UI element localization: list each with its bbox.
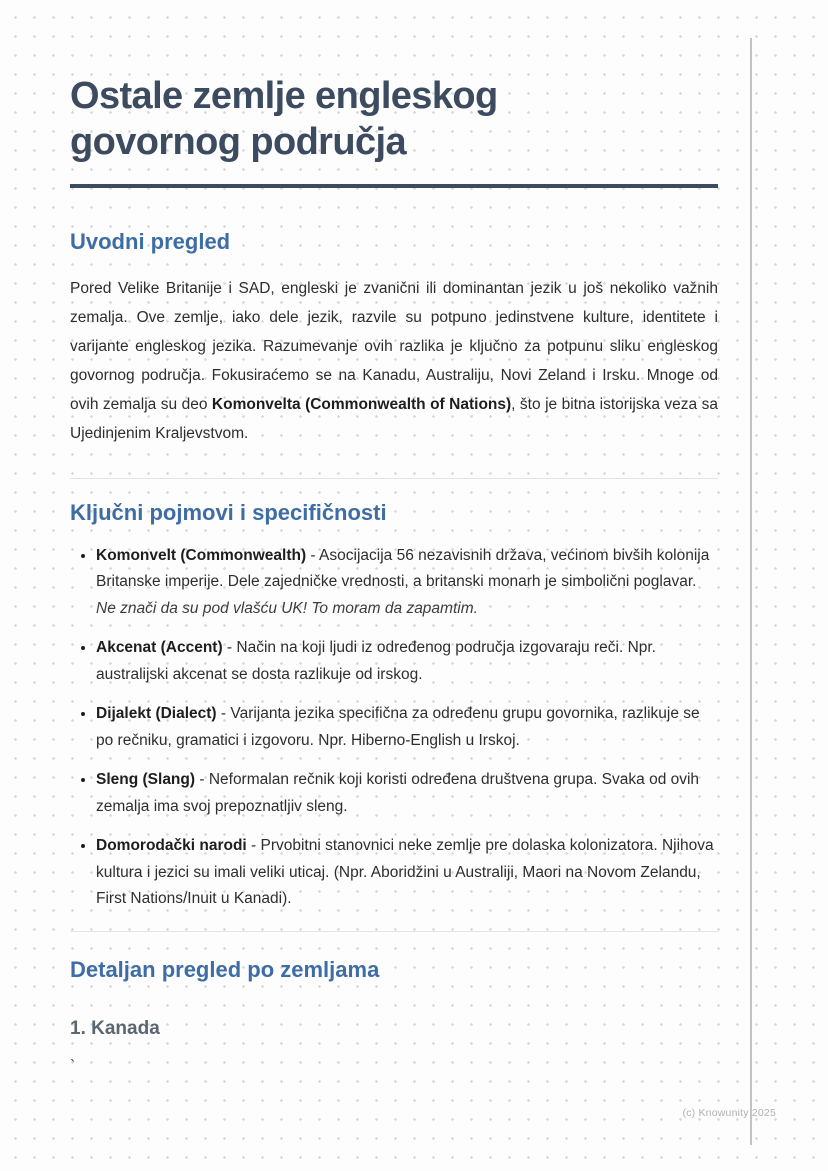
page-title-line-2: govornog područja bbox=[70, 120, 407, 163]
intro-bold-term: Komonvelta (Commonwealth of Nations) bbox=[211, 395, 512, 413]
term-label: Dijalekt (Dialect) bbox=[96, 705, 217, 723]
term-definition: - Asocijacija 56 nezavisnih država, većinom bivših kolonija Britanske imperije. Dele zajedničke vrednosti, a britanski monarh je simbolični poglavar. bbox=[96, 546, 710, 591]
section-divider bbox=[70, 931, 718, 932]
section-heading-uvodni-pregled: Uvodni pregled bbox=[70, 228, 231, 254]
title-divider-rule bbox=[70, 184, 718, 188]
intro-paragraph bbox=[70, 274, 718, 448]
section-heading-kljucni-pojmovi: Ključni pojmovi i specifičnosti bbox=[70, 499, 387, 525]
list-item-sleng bbox=[96, 767, 718, 820]
stray-backtick-character: ` bbox=[70, 1057, 76, 1075]
list-item-dijalekt bbox=[96, 701, 718, 754]
list-item-komonvelt bbox=[96, 543, 718, 623]
list-item-akcenat bbox=[96, 635, 718, 688]
section-kljucni-pojmovi bbox=[70, 499, 718, 913]
intro-text-after: , što je bitna istorijska veza sa Ujedinjenim Kraljevstvom. bbox=[70, 395, 718, 442]
term-definition: - Varijanta jezika specifična za određenu grupu govornika, razlikuje se po rečniku, gramatici i izgovoru. Npr. Hiberno-English u Irskoj. bbox=[96, 705, 700, 749]
page-title-line-1: Ostale zemlje engleskog bbox=[70, 75, 498, 117]
term-definition: - Način na koji ljudi iz određenog područja izgovaraju reči. Npr. australijski akcenat se dosta razlikuje od irskog. bbox=[96, 639, 656, 683]
section-uvodni-pregled bbox=[70, 228, 718, 448]
list-item-domorodacki-narodi bbox=[96, 833, 718, 913]
term-label: Sleng (Slang) bbox=[96, 771, 196, 789]
page-edge-line bbox=[750, 38, 752, 1145]
subsection-heading-kanada: 1. Kanada bbox=[70, 1017, 160, 1039]
term-label: Komonvelt (Commonwealth) bbox=[96, 546, 307, 564]
watermark: (c) Knowunity 2025 bbox=[682, 1107, 776, 1119]
term-definition: - Prvobitni stanovnici neke zemlje pre dolaska kolonizatora. Njihova kultura i jezici su imali veliki uticaj. (Npr. Aboridžini u Australiji, Maori na Novom Zelandu, First Nations/Inuit u Kanadi). bbox=[96, 837, 714, 908]
section-detaljan-pregled bbox=[70, 956, 718, 1076]
section-heading-detaljan-pregled: Detaljan pregled po zemljama bbox=[70, 956, 380, 982]
intro-text-before: Pored Velike Britanije i SAD, engleski je zvanični ili dominantan jezik u još nekoliko važnih zemalja. Ove zemlje, iako dele jezik, razvile su potpuno jedinstvene kulture, identitete i varijante engleskog jezika. Razumevanje ovih razlika je ključno za potpunu sliku engleskog govornog područja. Fokusiraćemo se na Kanadu, Australiju, Novi Zeland i Irsku. Mnoge od ovih zemalja su deo bbox=[70, 279, 718, 413]
term-label: Domorodački narodi bbox=[96, 837, 247, 855]
key-concepts-list bbox=[70, 543, 718, 913]
term-label: Akcenat (Accent) bbox=[96, 639, 223, 657]
term-definition: - Neformalan rečnik koji koristi određena društvena grupa. Svaka od ovih zemalja ima svoj prepoznatljiv sleng. bbox=[96, 771, 700, 815]
page-title bbox=[70, 74, 718, 166]
term-note-italic: Ne znači da su pod vlašću UK! To moram da zapamtim. bbox=[96, 599, 478, 617]
section-divider bbox=[70, 478, 718, 479]
